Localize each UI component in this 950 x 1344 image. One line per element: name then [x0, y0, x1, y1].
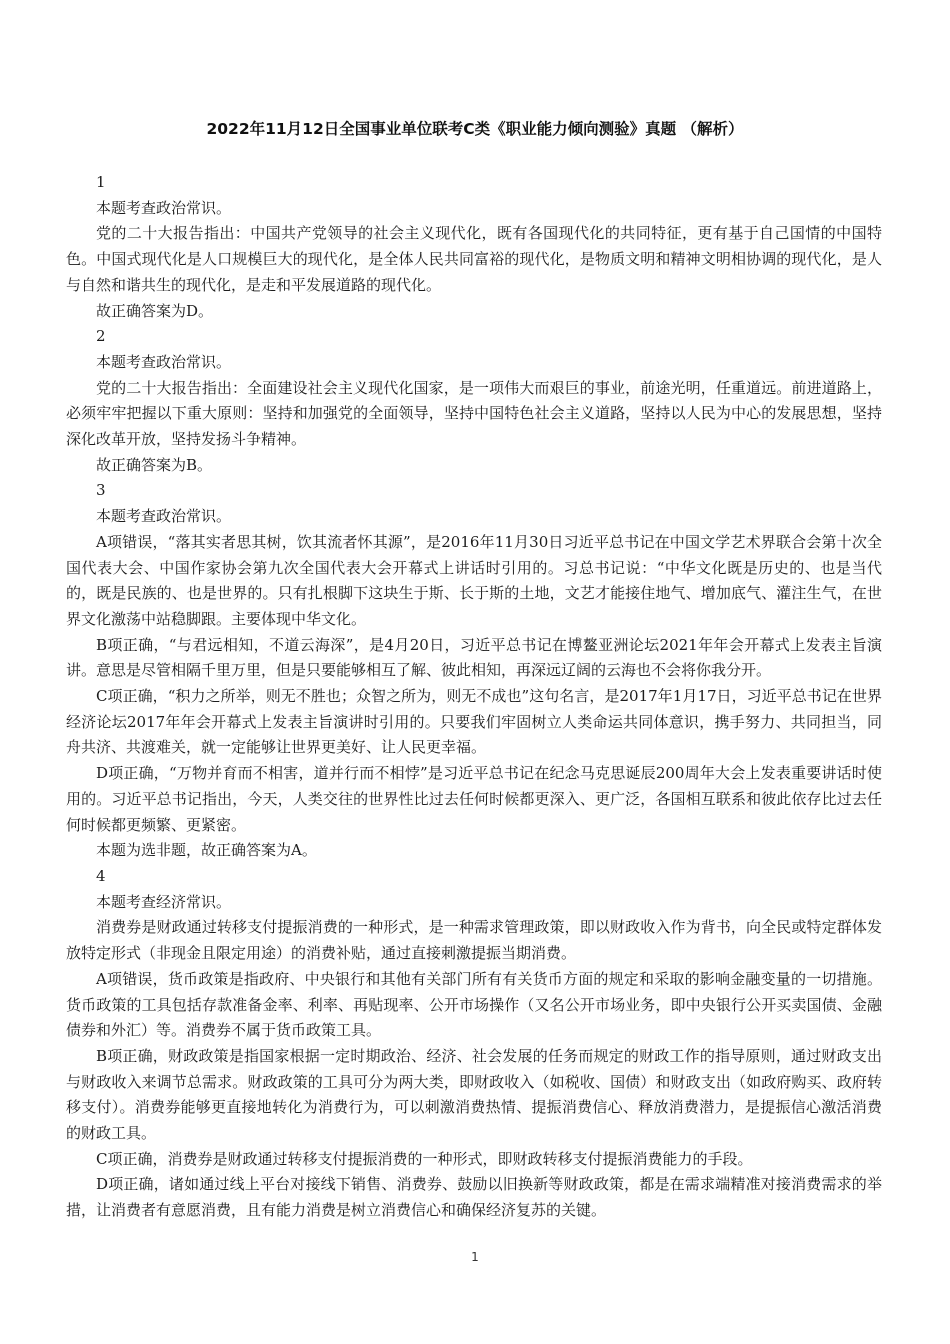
paragraph: 党的二十大报告指出：中国共产党领导的社会主义现代化，既有各国现代化的共同特征，更有基于自己国情的中国特色。中国式现代化是人口规模巨大的现代化，是全体人民共同富裕的现代化，是物质文明和精神文明相协调的现代化，是人与自然和谐共生的现代化，是走和平发展道路的现代化。	[66, 224, 882, 294]
paragraph: B项正确，“与君远相知，不道云海深”，是4月20日，习近平总书记在博鳌亚洲论坛2021年年会开幕式上发表主旨演讲。意思是尽管相隔千里万里，但是只要能够相互了解、彼此相知，再深远辽阔的云海也不会将你我分开。	[66, 635, 882, 680]
paragraph: D项正确，诸如通过线上平台对接线下销售、消费券、鼓励以旧换新等财政政策，都是在需求端精准对接消费需求的举措，让消费者有意愿消费，且有能力消费是树立消费信心和确保经济复苏的关键。	[66, 1175, 882, 1220]
document-body	[66, 170, 882, 1224]
paragraph: C项正确，消费券是财政通过转移支付提振消费的一种形式，即财政转移支付提振消费能力的手段。	[96, 1149, 753, 1168]
paragraph: 4	[96, 866, 106, 885]
paragraph: 党的二十大报告指出：全面建设社会主义现代化国家，是一项伟大而艰巨的事业，前途光明，任重道远。前进道路上，必须牢牢把握以下重大原则：坚持和加强党的全面领导，坚持中国特色社会主义道路，坚持以人民为中心的发展思想，坚持深化改革开放，坚持发扬斗争精神。	[66, 378, 882, 449]
paragraph: A项错误，货币政策是指政府、中央银行和其他有关部门所有有关货币方面的规定和采取的影响金融变量的一切措施。货币政策的工具包括存款准备金率、利率、再贴现率、公开市场操作（又名公开市场业务，即中央银行公开买卖国债、金融债券和外汇）等。消费券不属于货币政策工具。	[66, 969, 882, 1040]
paragraph: A项错误，“落其实者思其树，饮其流者怀其源”，是2016年11月30日习近平总书记在中国文学艺术界联合会第十次全国代表大会、中国作家协会第九次全国代表大会开幕式上讲话时引用的。习总书记说：“中华文化既是历史的、也是当代的，既是民族的、也是世界的。只有扎根脚下这块生于斯、长于斯的土地，文艺才能接住地气、增加底气、灌注生气，在世界文化激荡中站稳脚跟。主要体现中华文化。	[66, 532, 882, 628]
paragraph: C项正确，“积力之所举，则无不胜也；众智之所为，则无不成也”这句名言，是2017年1月17日，习近平总书记在世界经济论坛2017年年会开幕式上发表主旨演讲时引用的。只要我们牢固树立人类命运共同体意识，携手努力、共同担当，同舟共济、共渡难关，就一定能够让世界更美好、让人民更幸福。	[66, 687, 882, 757]
paragraph: 1	[96, 173, 106, 191]
document-title: 2022年11月12日全国事业单位联考C类《职业能力倾向测验》真题 （解析）	[206, 120, 744, 138]
paragraph: 故正确答案为D。	[96, 301, 214, 320]
paragraph: 本题考查政治常识。	[96, 352, 232, 371]
paragraph: 本题为选非题，故正确答案为A。	[96, 841, 317, 860]
page-number: 1	[471, 1250, 479, 1264]
paragraph: 本题考查政治常识。	[96, 198, 232, 217]
paragraph: D项正确，“万物并育而不相害，道并行而不相悖”是习近平总书记在纪念马克思诞辰200周年大会上发表重要讲话时使用的。习近平总书记指出，今天，人类交往的世界性比过去任何时候都更深入、更广泛，各国相互联系和彼此依存比过去任何时候都更频繁、更紧密。	[66, 764, 882, 834]
paragraph: 本题考查经济常识。	[96, 892, 232, 911]
paragraph: 3	[96, 481, 106, 500]
paragraph: 故正确答案为B。	[96, 455, 213, 474]
paragraph: 2	[96, 327, 106, 346]
paragraph: B项正确，财政政策是指国家根据一定时期政治、经济、社会发展的任务而规定的财政工作的指导原则，通过财政支出与财政收入来调节总需求。财政政策的工具可分为两大类，即财政收入（如税收、国债）和财政支出（如政府购买、政府转移支付）。消费券能够更直接地转化为消费行为，可以刺激消费热情、提振消费信心、释放消费潜力，是提振信心激活消费的财政工具。	[66, 1046, 882, 1143]
paragraph: 本题考查政治常识。	[96, 507, 232, 526]
paragraph: 消费券是财政通过转移支付提振消费的一种形式，是一种需求管理政策，即以财政收入作为背书，向全民或特定群体发放特定形式（非现金且限定用途）的消费补贴，通过直接刺激提振当期消费。	[66, 918, 882, 963]
